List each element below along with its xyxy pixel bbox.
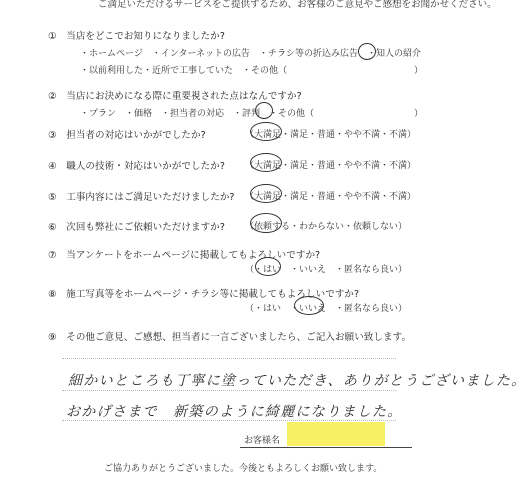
question-3-options: （大満足・満足・普通・やや不満・不満） bbox=[245, 130, 417, 140]
question-5-options: （大満足・満足・普通・やや不満・不満） bbox=[245, 192, 417, 202]
question-5: ⑤ 工事内容にはご満足いただけましたか? bbox=[48, 192, 235, 203]
selection-circle[interactable] bbox=[255, 102, 273, 119]
intro-line: ご満足いただけるサービスをご提供するため、お客様のご意見やご感想をお聞かせください。 bbox=[98, 0, 497, 10]
footer-message: ご協力ありがとうございました。今後ともよろしくお願い致します。 bbox=[104, 464, 383, 474]
selection-circle[interactable] bbox=[255, 257, 281, 276]
customer-name-line bbox=[240, 447, 412, 448]
customer-name-redaction bbox=[287, 422, 385, 446]
selection-circle[interactable] bbox=[250, 213, 282, 233]
handwritten-comment-line2: おかげさまで 新築のように綺麗になりました。 bbox=[66, 404, 403, 420]
selection-circle[interactable] bbox=[250, 184, 282, 203]
selection-circle[interactable] bbox=[250, 153, 282, 172]
question-9: ⑨ その他ご意見、ご感想、担当者に一言ございましたら、ご記入お願い致します。 bbox=[48, 332, 412, 343]
question-8: ⑧ 施工写真等をホームページ・チラシ等に掲載してもよろしいですか? bbox=[48, 289, 360, 300]
question-6-options: （依頼する・わからない・依頼しない） bbox=[245, 222, 408, 232]
question-7: ⑦ 当アンケートをホームページに掲載してもよろしいですか? bbox=[48, 250, 321, 261]
handwritten-comment-line1: 細かいところも丁寧に塗っていただき、ありがとうございました。 bbox=[68, 373, 526, 389]
selection-circle[interactable] bbox=[250, 122, 282, 141]
question-1-options-line1: ・ホームページ ・インターネットの広告 ・チラシ等の折込み広告 ・知人の紹介 bbox=[80, 49, 422, 59]
customer-name-label: お客様名 bbox=[244, 436, 281, 446]
answer-line bbox=[62, 358, 396, 359]
question-8-options: （・はい ・いいえ ・匿名なら良い） bbox=[245, 304, 408, 314]
question-3: ③ 担当者の対応はいかがでしたか? bbox=[48, 130, 206, 141]
question-1: ① 当店をどこでお知りになりましたか? bbox=[48, 31, 225, 42]
selection-circle[interactable] bbox=[294, 296, 324, 315]
question-1-options-line2: ・以前利用した・近所で工事していた ・その他（ bbox=[80, 66, 288, 76]
answer-line bbox=[62, 390, 396, 391]
question-7-options: （・はい ・いいえ ・匿名なら良い） bbox=[245, 265, 408, 275]
question-6: ⑥ 次回も弊社にご依頼いただけますか? bbox=[48, 222, 225, 233]
question-2-options: ・プラン ・価格 ・担当者の対応 ・評判 ・その他（ bbox=[80, 109, 315, 119]
question-1-close-paren: ） bbox=[414, 66, 424, 76]
question-4-options: （大満足・満足・普通・やや不満・不満） bbox=[245, 161, 417, 171]
question-2-close-paren: ） bbox=[414, 109, 424, 119]
question-4: ④ 職人の技術・対応はいかがでしたか? bbox=[48, 161, 225, 172]
question-2: ② 当店にお決めになる際に重要視された点はなんですか? bbox=[48, 91, 302, 102]
selection-circle[interactable] bbox=[358, 43, 376, 60]
